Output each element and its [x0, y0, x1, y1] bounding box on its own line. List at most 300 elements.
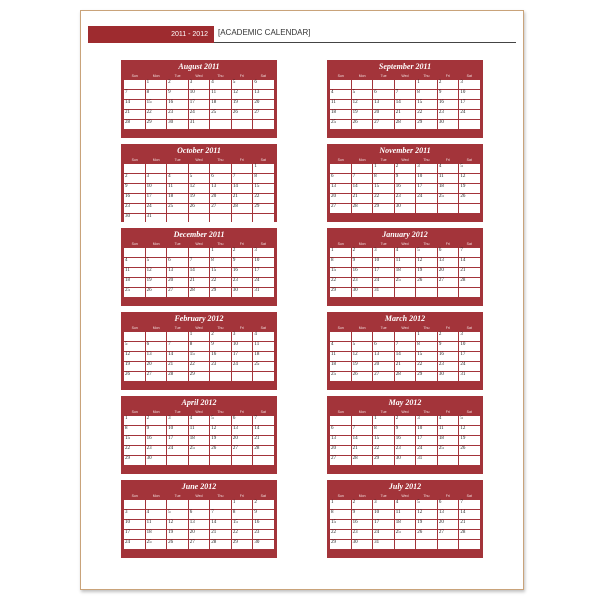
- day-grid: [124, 332, 274, 381]
- weekday-label: Sun: [337, 158, 344, 162]
- day-cell: 14: [395, 100, 416, 109]
- day-cell: 13: [330, 436, 351, 445]
- day-cell: 6: [167, 258, 188, 267]
- day-cell: 21: [253, 436, 274, 445]
- day-cell: 11: [124, 268, 145, 277]
- day-cell: 4: [330, 342, 351, 351]
- day-cell: 21: [352, 194, 373, 203]
- day-cell: 14: [459, 510, 480, 519]
- day-cell: 19: [167, 530, 188, 539]
- day-cell: 11: [438, 426, 459, 435]
- day-cell: 18: [330, 110, 351, 119]
- day-cell: 12: [232, 90, 253, 99]
- day-cell: 2: [395, 164, 416, 173]
- weekday-label: Thu: [217, 242, 224, 246]
- weekday-label: Sun: [131, 158, 138, 162]
- day-cell: [146, 500, 167, 509]
- day-cell: 14: [395, 352, 416, 361]
- day-cell: 15: [189, 352, 210, 361]
- day-cell: 23: [395, 446, 416, 455]
- weekday-label: Mon: [152, 494, 160, 498]
- day-cell: 15: [210, 268, 231, 277]
- day-cell: 30: [395, 204, 416, 213]
- day-cell: 5: [352, 90, 373, 99]
- day-cell: 1: [416, 332, 437, 341]
- day-cell: 29: [416, 372, 437, 381]
- weekday-label: Sat: [466, 158, 472, 162]
- day-cell: 26: [416, 530, 437, 539]
- day-cell: 12: [124, 352, 145, 361]
- weekday-label: Sun: [337, 410, 344, 414]
- day-cell: 15: [232, 520, 253, 529]
- day-cell: 10: [416, 174, 437, 183]
- day-cell: 8: [330, 258, 351, 267]
- day-cell: 29: [253, 204, 274, 213]
- day-cell: 18: [146, 530, 167, 539]
- day-cell: [459, 540, 480, 549]
- day-cell: 24: [167, 446, 188, 455]
- month-title: April 2012: [181, 398, 217, 407]
- day-cell: 19: [459, 184, 480, 193]
- day-cell: 29: [146, 120, 167, 129]
- weekday-header: [330, 493, 480, 499]
- day-cell: 24: [416, 194, 437, 203]
- month-title: November 2011: [379, 146, 431, 155]
- day-cell: 31: [416, 456, 437, 465]
- day-cell: 25: [330, 372, 351, 381]
- day-cell: 26: [146, 288, 167, 297]
- day-cell: 21: [189, 278, 210, 287]
- day-cell: [330, 332, 351, 341]
- day-cell: 5: [232, 80, 253, 89]
- day-cell: [459, 456, 480, 465]
- day-cell: 18: [167, 194, 188, 203]
- weekday-label: Sat: [466, 74, 472, 78]
- weekday-label: Fri: [445, 410, 450, 414]
- weekday-label: Thu: [423, 74, 430, 78]
- day-cell: 23: [438, 362, 459, 371]
- day-cell: 24: [253, 278, 274, 287]
- day-cell: 28: [395, 120, 416, 129]
- day-cell: [352, 332, 373, 341]
- day-cell: 20: [330, 446, 351, 455]
- day-cell: 9: [438, 342, 459, 351]
- day-cell: 20: [167, 278, 188, 287]
- day-cell: 21: [459, 520, 480, 529]
- day-cell: [232, 120, 253, 129]
- day-cell: 27: [210, 204, 231, 213]
- day-cell: 17: [167, 436, 188, 445]
- day-cell: 23: [146, 446, 167, 455]
- weekday-label: Thu: [423, 158, 430, 162]
- weekday-label: Sat: [260, 74, 266, 78]
- weekday-label: Sat: [466, 494, 472, 498]
- weekday-label: Mon: [358, 158, 366, 162]
- day-cell: 2: [352, 500, 373, 509]
- weekday-header: [124, 241, 274, 247]
- weekday-label: Sun: [131, 494, 138, 498]
- day-cell: 22: [416, 110, 437, 119]
- day-cell: 9: [352, 258, 373, 267]
- weekday-label: Wed: [401, 410, 409, 414]
- day-cell: [438, 456, 459, 465]
- weekday-header: [124, 325, 274, 331]
- day-cell: [330, 416, 351, 425]
- day-cell: 9: [395, 426, 416, 435]
- weekday-label: Sun: [131, 410, 138, 414]
- month-calendar: [327, 480, 483, 558]
- month-title: March 2012: [384, 314, 426, 323]
- day-cell: 13: [167, 268, 188, 277]
- day-cell: 10: [146, 184, 167, 193]
- day-cell: 1: [373, 416, 394, 425]
- month-calendar: [327, 396, 483, 474]
- day-cell: 24: [416, 446, 437, 455]
- day-cell: 1: [189, 332, 210, 341]
- day-cell: 18: [210, 100, 231, 109]
- day-cell: 25: [330, 120, 351, 129]
- day-cell: 10: [459, 90, 480, 99]
- day-cell: [146, 332, 167, 341]
- day-cell: 7: [459, 500, 480, 509]
- day-cell: 8: [146, 90, 167, 99]
- day-cell: 15: [330, 268, 351, 277]
- month-calendar: [327, 312, 483, 390]
- day-cell: 4: [124, 258, 145, 267]
- day-cell: 5: [167, 510, 188, 519]
- weekday-label: Wed: [401, 326, 409, 330]
- weekday-label: Tue: [174, 494, 181, 498]
- day-cell: 24: [459, 362, 480, 371]
- day-cell: 7: [210, 510, 231, 519]
- day-cell: 30: [352, 288, 373, 297]
- day-cell: 7: [232, 174, 253, 183]
- day-cell: 2: [438, 80, 459, 89]
- month-title: August 2011: [178, 62, 220, 71]
- weekday-label: Wed: [195, 158, 203, 162]
- day-cell: 15: [416, 352, 437, 361]
- month-calendar: [327, 60, 483, 138]
- day-cell: 26: [352, 372, 373, 381]
- day-cell: 8: [373, 174, 394, 183]
- day-cell: 24: [189, 110, 210, 119]
- day-cell: [210, 372, 231, 381]
- day-cell: 27: [232, 446, 253, 455]
- day-cell: 13: [146, 352, 167, 361]
- day-cell: 16: [395, 184, 416, 193]
- day-cell: 13: [373, 352, 394, 361]
- weekday-label: Thu: [217, 494, 224, 498]
- day-cell: 25: [210, 110, 231, 119]
- day-cell: 26: [352, 120, 373, 129]
- day-cell: 13: [438, 510, 459, 519]
- day-cell: 25: [146, 540, 167, 549]
- weekday-header: [330, 325, 480, 331]
- day-cell: 18: [330, 362, 351, 371]
- day-cell: [232, 456, 253, 465]
- day-cell: 5: [189, 174, 210, 183]
- weekday-label: Wed: [401, 158, 409, 162]
- day-grid: [124, 164, 274, 223]
- day-cell: 23: [232, 278, 253, 287]
- day-cell: 4: [146, 510, 167, 519]
- day-cell: 20: [232, 436, 253, 445]
- day-cell: 4: [253, 332, 274, 341]
- day-cell: 9: [146, 426, 167, 435]
- day-cell: 4: [438, 416, 459, 425]
- day-cell: 25: [167, 204, 188, 213]
- day-cell: 28: [352, 456, 373, 465]
- day-cell: [232, 214, 253, 223]
- day-cell: 9: [210, 342, 231, 351]
- day-cell: 14: [459, 258, 480, 267]
- day-cell: 24: [232, 362, 253, 371]
- day-cell: 30: [352, 540, 373, 549]
- day-cell: 12: [459, 426, 480, 435]
- day-cell: 5: [459, 416, 480, 425]
- weekday-header: [124, 73, 274, 79]
- day-cell: 21: [352, 446, 373, 455]
- day-cell: 27: [167, 288, 188, 297]
- day-cell: 9: [124, 184, 145, 193]
- day-cell: 1: [210, 248, 231, 257]
- day-cell: 20: [330, 194, 351, 203]
- day-cell: 16: [438, 100, 459, 109]
- day-cell: 15: [253, 184, 274, 193]
- day-cell: 22: [330, 530, 351, 539]
- day-cell: 14: [352, 184, 373, 193]
- day-cell: 1: [232, 500, 253, 509]
- day-cell: 30: [253, 540, 274, 549]
- day-cell: [146, 248, 167, 257]
- day-cell: 1: [253, 164, 274, 173]
- day-cell: 19: [189, 194, 210, 203]
- day-cell: 4: [438, 164, 459, 173]
- day-cell: 14: [352, 436, 373, 445]
- day-cell: 19: [459, 436, 480, 445]
- day-cell: 3: [189, 80, 210, 89]
- day-cell: 5: [352, 342, 373, 351]
- day-cell: 25: [395, 278, 416, 287]
- day-cell: 28: [253, 446, 274, 455]
- day-cell: [167, 164, 188, 173]
- day-grid: [124, 500, 274, 549]
- day-cell: 3: [124, 510, 145, 519]
- day-cell: 10: [459, 342, 480, 351]
- day-cell: 25: [438, 446, 459, 455]
- day-cell: 19: [146, 278, 167, 287]
- day-cell: 14: [167, 352, 188, 361]
- day-cell: 2: [438, 332, 459, 341]
- header-rule: [214, 42, 516, 43]
- day-cell: 26: [124, 372, 145, 381]
- day-cell: 31: [253, 288, 274, 297]
- weekday-label: Sat: [260, 158, 266, 162]
- day-cell: 15: [330, 520, 351, 529]
- weekday-label: Thu: [423, 326, 430, 330]
- weekday-label: Tue: [380, 494, 387, 498]
- weekday-label: Sun: [337, 494, 344, 498]
- weekday-label: Fri: [239, 74, 244, 78]
- weekday-header: [124, 493, 274, 499]
- weekday-label: Mon: [152, 326, 160, 330]
- day-cell: 14: [232, 184, 253, 193]
- day-cell: 28: [167, 372, 188, 381]
- day-cell: 17: [416, 436, 437, 445]
- weekday-label: Wed: [401, 494, 409, 498]
- day-cell: 13: [210, 184, 231, 193]
- day-cell: 16: [253, 520, 274, 529]
- day-grid: [330, 80, 480, 129]
- weekday-header: [330, 157, 480, 163]
- weekday-label: Fri: [445, 158, 450, 162]
- day-cell: 6: [210, 174, 231, 183]
- weekday-label: Fri: [239, 242, 244, 246]
- day-cell: [253, 214, 274, 223]
- day-cell: 16: [352, 268, 373, 277]
- weekday-label: Thu: [423, 242, 430, 246]
- day-cell: 22: [189, 362, 210, 371]
- day-cell: [167, 456, 188, 465]
- day-cell: 3: [146, 174, 167, 183]
- day-cell: 2: [253, 500, 274, 509]
- month-calendar: [121, 312, 277, 390]
- day-cell: 9: [253, 510, 274, 519]
- weekday-label: Fri: [239, 158, 244, 162]
- day-cell: 14: [124, 100, 145, 109]
- day-cell: [395, 288, 416, 297]
- weekday-label: Sun: [131, 326, 138, 330]
- day-grid: [124, 416, 274, 465]
- day-cell: 23: [167, 110, 188, 119]
- day-cell: 28: [210, 540, 231, 549]
- day-cell: 23: [253, 530, 274, 539]
- day-cell: 8: [416, 90, 437, 99]
- day-cell: 6: [438, 248, 459, 257]
- day-cell: 3: [167, 416, 188, 425]
- day-cell: [459, 204, 480, 213]
- day-cell: 23: [210, 362, 231, 371]
- day-cell: 19: [416, 268, 437, 277]
- day-cell: [416, 288, 437, 297]
- day-cell: [352, 164, 373, 173]
- day-grid: [330, 500, 480, 549]
- day-cell: 20: [373, 362, 394, 371]
- day-cell: 11: [146, 520, 167, 529]
- day-cell: 23: [124, 204, 145, 213]
- day-cell: 29: [232, 540, 253, 549]
- day-cell: 22: [146, 110, 167, 119]
- day-cell: 6: [253, 80, 274, 89]
- day-cell: 18: [438, 436, 459, 445]
- day-cell: [189, 164, 210, 173]
- day-cell: 21: [459, 268, 480, 277]
- day-cell: [253, 120, 274, 129]
- day-cell: 16: [167, 100, 188, 109]
- month-calendar: [121, 144, 277, 222]
- day-cell: 28: [395, 372, 416, 381]
- day-cell: [167, 500, 188, 509]
- day-cell: 20: [189, 530, 210, 539]
- day-cell: 23: [352, 278, 373, 287]
- weekday-label: Sat: [260, 242, 266, 246]
- day-cell: 22: [373, 446, 394, 455]
- day-cell: 10: [232, 342, 253, 351]
- day-cell: 7: [395, 342, 416, 351]
- day-cell: 12: [167, 520, 188, 529]
- day-cell: 4: [167, 174, 188, 183]
- day-cell: 28: [459, 530, 480, 539]
- day-cell: 18: [253, 352, 274, 361]
- header-year-block: [88, 26, 214, 43]
- weekday-label: Wed: [195, 242, 203, 246]
- day-cell: 11: [395, 258, 416, 267]
- day-cell: 5: [210, 416, 231, 425]
- day-cell: 3: [373, 248, 394, 257]
- day-cell: 24: [373, 530, 394, 539]
- day-cell: 22: [416, 362, 437, 371]
- day-cell: 10: [253, 258, 274, 267]
- day-cell: 22: [210, 278, 231, 287]
- day-cell: 29: [373, 204, 394, 213]
- day-cell: 27: [373, 120, 394, 129]
- day-cell: 2: [395, 416, 416, 425]
- weekday-label: Thu: [217, 410, 224, 414]
- day-cell: 26: [459, 194, 480, 203]
- day-cell: 30: [124, 214, 145, 223]
- weekday-label: Mon: [152, 74, 160, 78]
- day-cell: 12: [146, 268, 167, 277]
- weekday-label: Mon: [358, 74, 366, 78]
- day-cell: 6: [438, 500, 459, 509]
- day-cell: [210, 456, 231, 465]
- day-cell: 4: [210, 80, 231, 89]
- month-calendar: [121, 60, 277, 138]
- day-grid: [330, 248, 480, 297]
- weekday-label: Sat: [466, 326, 472, 330]
- day-cell: 9: [232, 258, 253, 267]
- day-cell: 16: [438, 352, 459, 361]
- day-cell: 30: [167, 120, 188, 129]
- day-cell: 10: [124, 520, 145, 529]
- weekday-label: Mon: [152, 242, 160, 246]
- day-cell: 17: [373, 268, 394, 277]
- weekday-label: Tue: [380, 242, 387, 246]
- day-cell: 29: [189, 372, 210, 381]
- day-cell: 11: [330, 352, 351, 361]
- day-cell: 26: [232, 110, 253, 119]
- day-cell: 17: [232, 352, 253, 361]
- day-cell: 12: [416, 258, 437, 267]
- day-cell: 25: [253, 362, 274, 371]
- day-cell: 11: [330, 100, 351, 109]
- day-cell: 8: [373, 426, 394, 435]
- day-cell: 29: [210, 288, 231, 297]
- day-cell: 26: [210, 446, 231, 455]
- day-cell: [438, 540, 459, 549]
- day-cell: 11: [210, 90, 231, 99]
- day-cell: 6: [330, 174, 351, 183]
- day-cell: 22: [232, 530, 253, 539]
- day-cell: 1: [373, 164, 394, 173]
- day-cell: 26: [189, 204, 210, 213]
- day-cell: 11: [395, 510, 416, 519]
- day-cell: [459, 120, 480, 129]
- day-cell: 22: [253, 194, 274, 203]
- weekday-header: [330, 241, 480, 247]
- weekday-label: Tue: [380, 74, 387, 78]
- day-cell: [189, 500, 210, 509]
